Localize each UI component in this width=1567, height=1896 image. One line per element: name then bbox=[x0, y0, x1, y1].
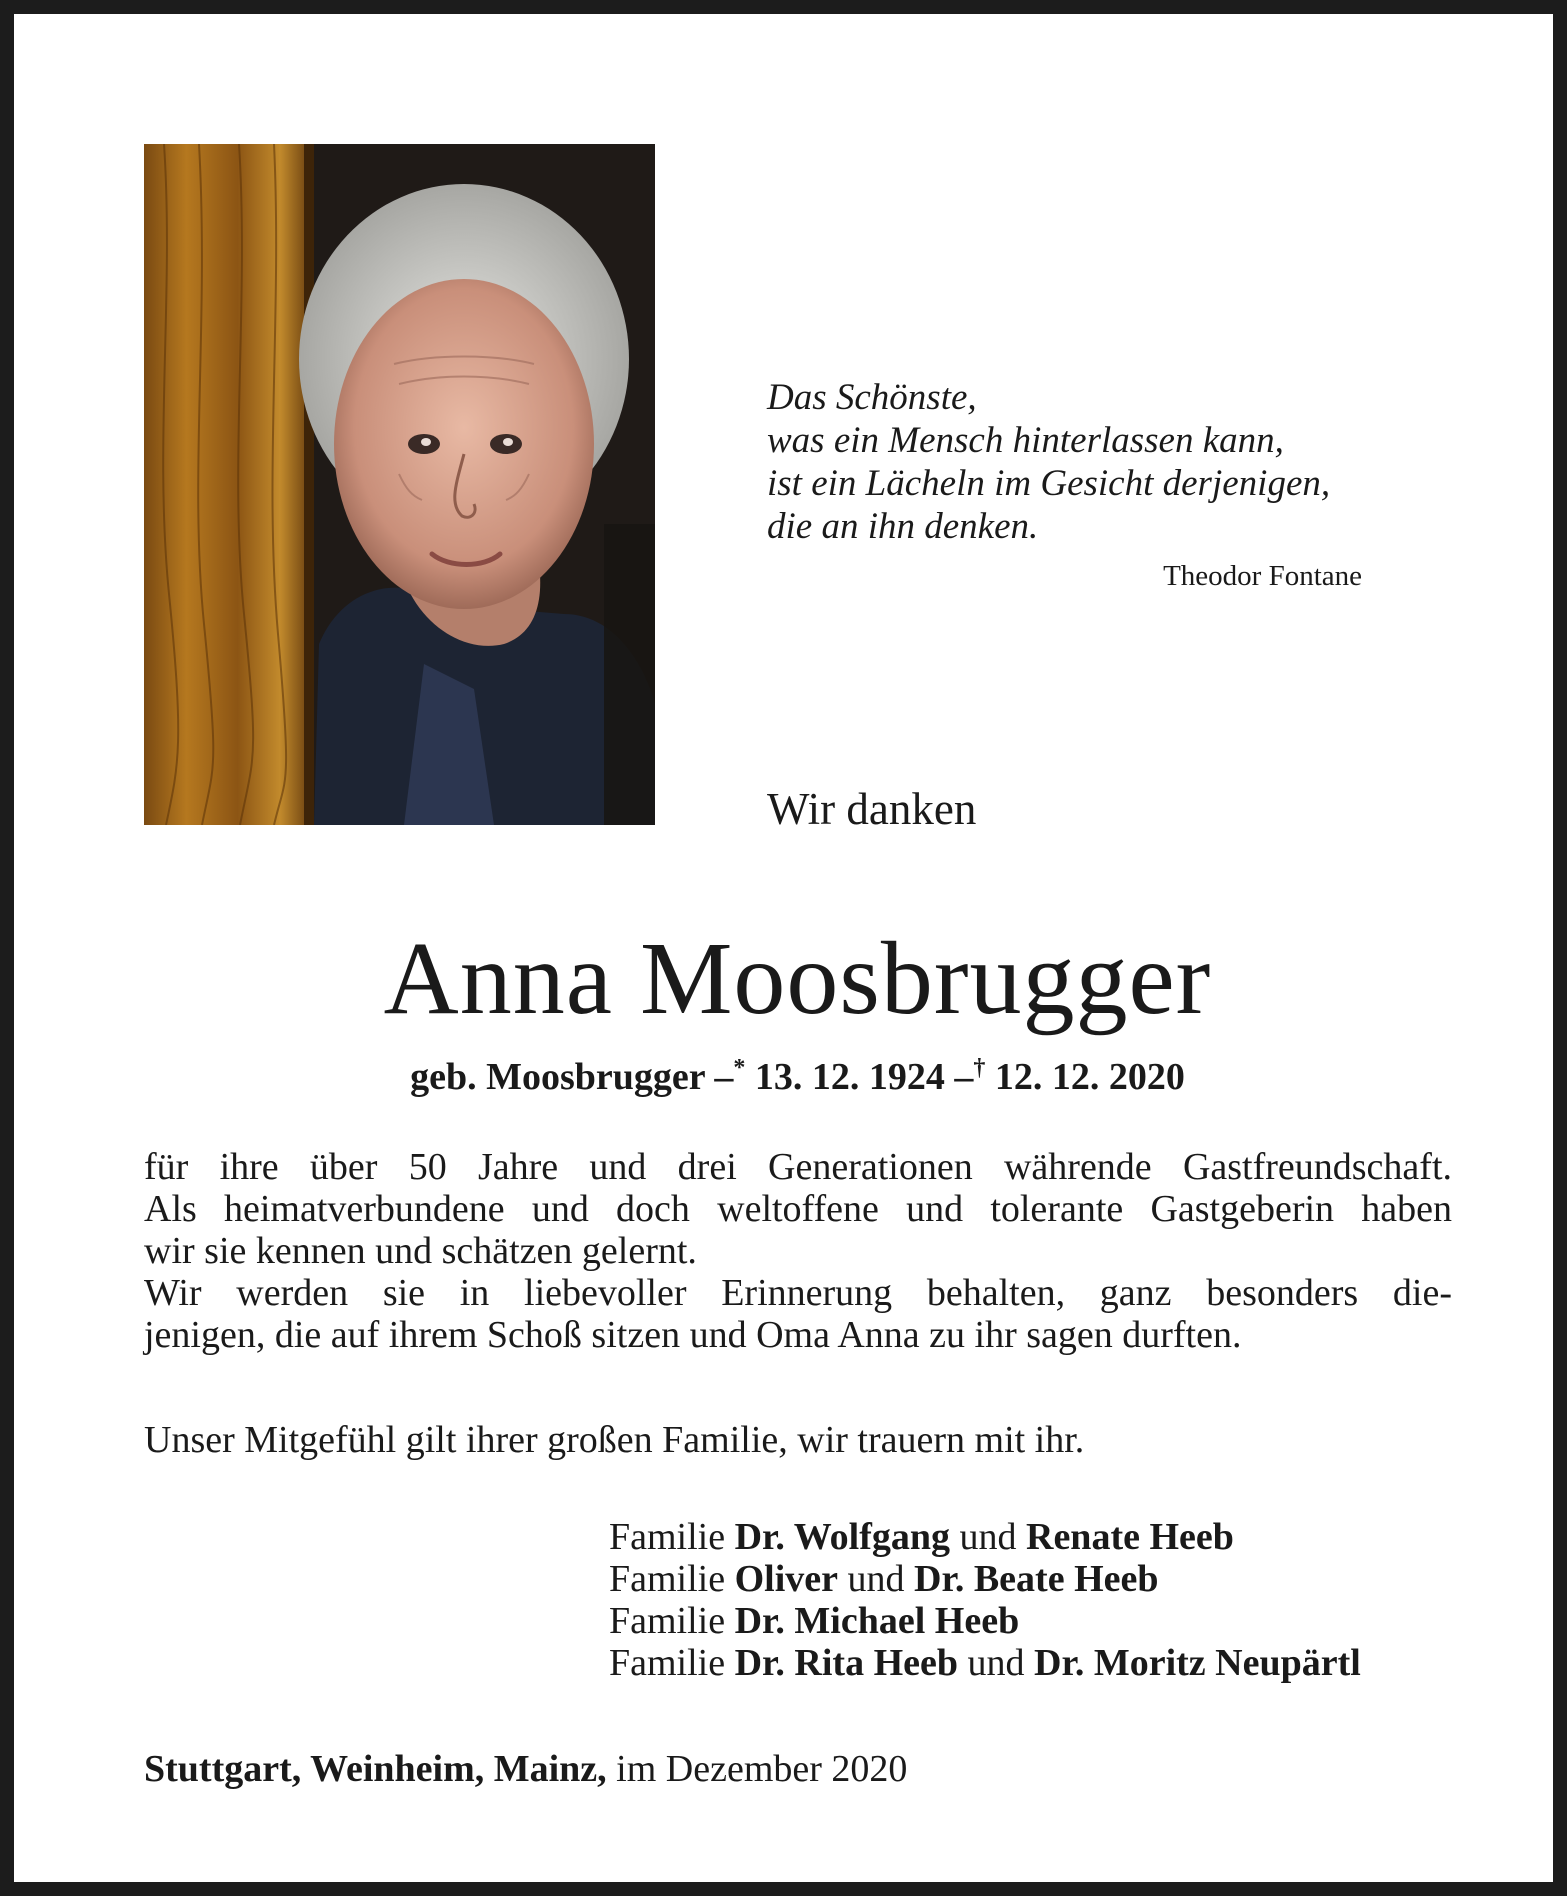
quote-line: die an ihn denken. bbox=[767, 506, 1039, 547]
life-dates: geb. Moosbrugger –* 13. 12. 1924 –† 12. 12. 2020 bbox=[410, 1055, 1185, 1098]
family-prefix: Familie bbox=[609, 1558, 726, 1600]
family-second-name: Dr. Moritz Neupärtl bbox=[1034, 1642, 1361, 1684]
portrait-photo bbox=[144, 144, 655, 825]
family-prefix: Familie bbox=[609, 1516, 726, 1558]
family-joiner: und bbox=[967, 1642, 1025, 1684]
quote-line: Das Schönste, bbox=[767, 377, 977, 418]
quote-line: was ein Mensch hinterlassen kann, bbox=[767, 420, 1284, 461]
place-date-line bbox=[144, 1747, 907, 1791]
maiden-name: geb. Moosbrugger bbox=[410, 1056, 705, 1098]
footer-date: im Dezember 2020 bbox=[616, 1748, 908, 1790]
quote-line: ist ein Lächeln im Gesicht derjenigen, bbox=[767, 463, 1331, 504]
quote-author: Theodor Fontane bbox=[1163, 560, 1362, 592]
birth-date: 13. 12. 1924 bbox=[754, 1056, 945, 1098]
family-entry bbox=[609, 1558, 1361, 1600]
sympathy-line: Unser Mitgefühl gilt ihrer großen Familie, wir trauern mit ihr. bbox=[144, 1419, 1085, 1461]
family-first-name: Dr. Rita Heeb bbox=[734, 1642, 959, 1684]
body-line: Als heimatverbundene und doch weltoffene und tolerante Gastgeberin haben bbox=[144, 1188, 1452, 1230]
deceased-name: Anna Moosbrugger bbox=[383, 921, 1212, 1036]
family-entry bbox=[609, 1516, 1361, 1558]
death-date: 12. 12. 2020 bbox=[994, 1056, 1185, 1098]
family-first-name: Oliver bbox=[734, 1558, 839, 1600]
body-line: wir sie kennen und schätzen gelernt. bbox=[144, 1230, 697, 1272]
family-prefix: Familie bbox=[609, 1642, 726, 1684]
portrait-image bbox=[144, 144, 655, 825]
family-first-name: Dr. Wolfgang bbox=[734, 1516, 950, 1558]
family-second-name: Renate Heeb bbox=[1026, 1516, 1234, 1558]
thanks-body bbox=[144, 1146, 1452, 1356]
birth-symbol: * bbox=[733, 1055, 746, 1081]
body-line: Wir werden sie in liebevoller Erinnerung behalten, ganz besonders die- bbox=[144, 1272, 1452, 1314]
family-joiner: und bbox=[847, 1558, 905, 1600]
family-first-name: Dr. Michael Heeb bbox=[734, 1600, 1020, 1642]
death-symbol: † bbox=[973, 1055, 986, 1081]
body-line: jenigen, die auf ihrem Schoß sitzen und Oma Anna zu ihr sagen durften. bbox=[144, 1314, 1242, 1356]
family-entry bbox=[609, 1600, 1361, 1642]
family-prefix: Familie bbox=[609, 1600, 726, 1642]
footer-places: Stuttgart, Weinheim, Mainz, bbox=[144, 1748, 607, 1790]
body-line: für ihre über 50 Jahre und drei Generationen währende Gastfreundschaft. bbox=[144, 1146, 1452, 1188]
family-joiner: und bbox=[959, 1516, 1017, 1558]
family-second-name: Dr. Beate Heeb bbox=[914, 1558, 1159, 1600]
family-entry bbox=[609, 1642, 1361, 1684]
thanks-heading: Wir danken bbox=[767, 784, 977, 834]
quote-text bbox=[767, 376, 1367, 548]
family-list bbox=[609, 1516, 1361, 1684]
